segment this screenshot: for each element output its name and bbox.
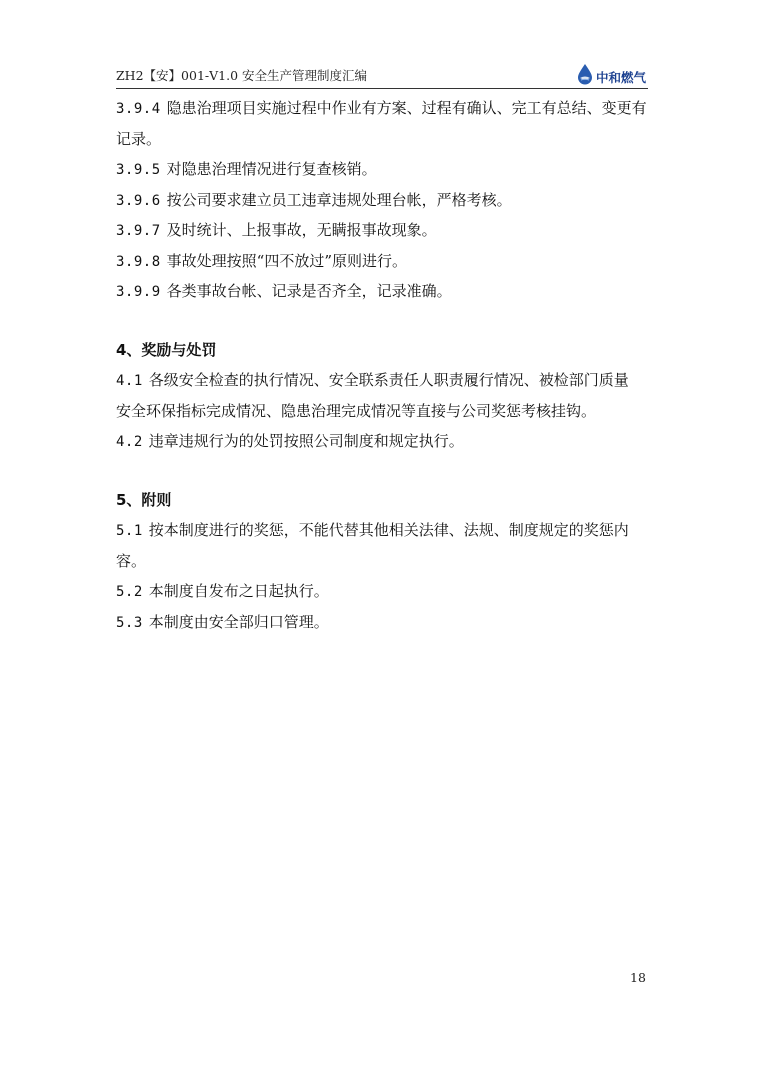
item-text: 事故处理按照“四不放过”原则进行。 [166, 251, 407, 270]
section-heading-appendix: 5、附则 [116, 490, 172, 509]
item-number: 3.9.9 [116, 284, 161, 300]
list-item [116, 515, 656, 546]
section-gap [116, 457, 656, 485]
list-item-continuation [116, 546, 656, 577]
item-text: 记录。 [116, 129, 162, 148]
list-item-continuation [116, 124, 656, 155]
list-item [116, 607, 656, 638]
item-text: 容。 [116, 551, 147, 570]
item-number: 4.1 [116, 373, 143, 389]
item-text: 本制度由安全部归口管理。 [148, 612, 329, 631]
section-gap [116, 307, 656, 335]
item-text: 各级安全检查的执行情况、安全联系责任人职责履行情况、被检部门质量 [148, 371, 629, 389]
item-number: 3.9.5 [116, 162, 161, 178]
item-number: 5.3 [116, 614, 143, 631]
page-number: 18 [630, 970, 646, 985]
item-text: 各类事故台帐、记录是否齐全，记录准确。 [166, 282, 452, 300]
item-number: 3.9.6 [116, 192, 161, 209]
list-item-continuation [116, 396, 656, 427]
item-text: 对隐患治理情况进行复查核销。 [166, 160, 377, 178]
list-item [116, 246, 656, 277]
item-number: 4.2 [116, 434, 143, 450]
list-item [116, 276, 656, 307]
item-text: 本制度自发布之日起执行。 [148, 582, 329, 600]
item-number: 3.9.7 [116, 223, 161, 239]
item-text: 按本制度进行的奖惩，不能代替其他相关法律、法规、制度规定的奖惩内 [148, 521, 629, 539]
item-text: 违章违规行为的处罚按照公司制度和规定执行。 [148, 432, 464, 450]
list-item [116, 93, 656, 124]
item-text: 隐患治理项目实施过程中作业有方案、过程有确认、完工有总结、变更有 [166, 99, 647, 117]
list-item [116, 576, 656, 607]
list-item [116, 185, 656, 216]
section-heading-rewards: 4、奖励与处罚 [116, 340, 217, 359]
list-item [116, 426, 656, 457]
item-number: 3.9.8 [116, 253, 161, 270]
item-number: 5.2 [116, 584, 143, 600]
item-number: 3.9.4 [116, 101, 161, 117]
water-drop-icon [576, 63, 594, 85]
item-number: 5.1 [116, 523, 143, 539]
item-text: 安全环保指标完成情况、隐患治理完成情况等直接与公司奖惩考核挂钩。 [116, 401, 597, 420]
list-item [116, 215, 656, 246]
logo-text: 中和燃气 [595, 70, 646, 85]
item-text: 按公司要求建立员工违章违规处理台帐，严格考核。 [166, 190, 512, 209]
document-body [116, 93, 656, 637]
list-item [116, 365, 656, 396]
item-text: 及时统计、上报事故，无瞒报事故现象。 [166, 221, 437, 239]
document-title: ZH2【安】001-V1.0 安全生产管理制度汇编 [116, 68, 368, 83]
list-item [116, 154, 656, 185]
page-header [116, 60, 648, 89]
company-logo [576, 61, 646, 85]
